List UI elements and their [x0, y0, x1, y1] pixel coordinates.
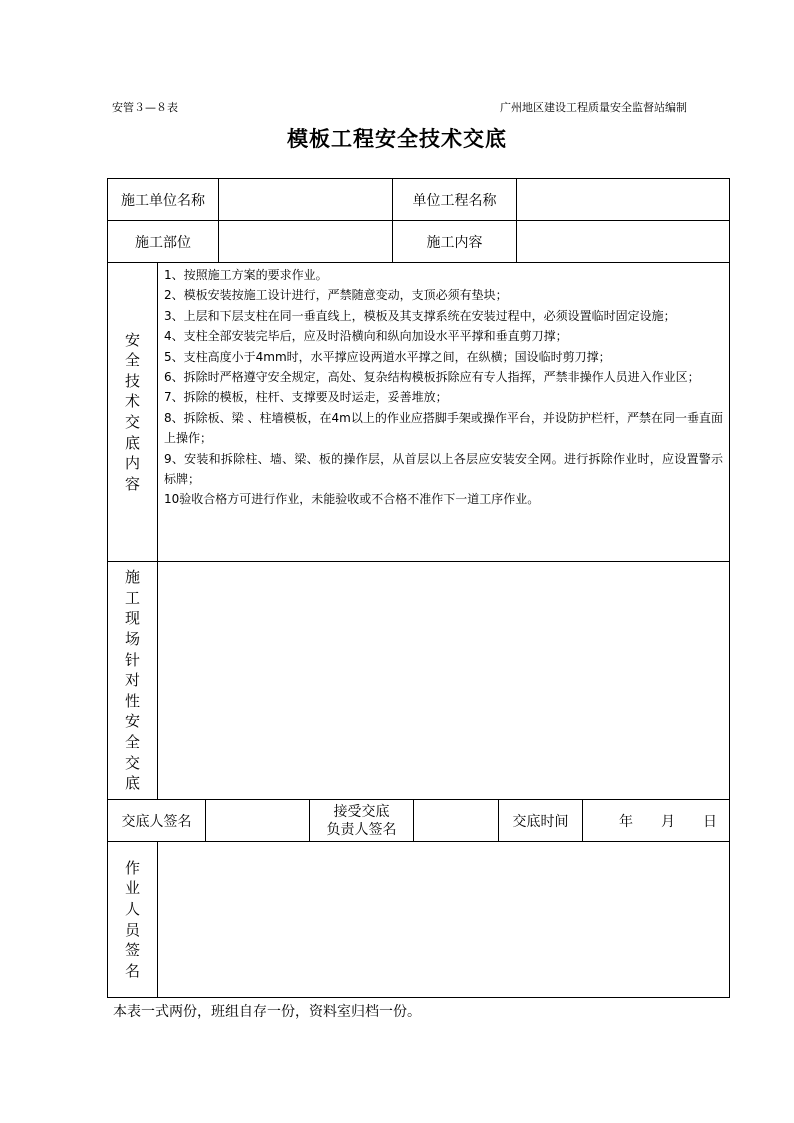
briefing-form — [107, 178, 730, 998]
issuer-label: 广州地区建设工程质量安全监督站编制 — [500, 101, 687, 114]
project-name-field[interactable] — [517, 179, 729, 220]
briefer-label: 交底人签名 — [108, 800, 206, 841]
site-briefing-label-text: 施工现场针对性安全交底 — [124, 568, 140, 793]
part-label: 施工部位 — [108, 221, 219, 262]
date-field[interactable] — [583, 800, 729, 841]
content-field[interactable] — [517, 221, 729, 262]
safety-item: 5、支柱高度小于4mm时，水平撑应设两道水平撑之间，在纵横；国设临时剪刀撑； — [164, 349, 611, 364]
unit-name-label: 施工单位名称 — [108, 179, 219, 220]
row-signatures — [108, 800, 729, 842]
briefer-signature-field[interactable] — [206, 800, 310, 841]
unit-name-field[interactable] — [219, 179, 393, 220]
safety-item: 3、上层和下层支柱在同一垂直线上，模板及其支撑系统在安装过程中，必须设置临时固定设施； — [164, 308, 676, 323]
content-label: 施工内容 — [393, 221, 517, 262]
safety-item: 10验收合格方可进行作业，未能验收或不合格不准作下一道工序作业。 — [164, 492, 540, 507]
page-title: 模板工程安全技术交底 — [287, 126, 507, 151]
safety-content-label — [108, 263, 158, 561]
row-worker-signatures — [108, 842, 729, 997]
site-briefing-label — [108, 562, 158, 799]
safety-content-list — [158, 263, 729, 561]
safety-content-label-text: 安全技术交底内容 — [124, 330, 140, 493]
day-label: 日 — [703, 813, 717, 830]
worker-signature-label — [108, 842, 158, 997]
safety-item: 8、拆除板、梁 、柱墙模板，在4m以上的作业应搭脚手架或操作平台，并设防护栏杆，严禁在同一垂直面上操作； — [164, 410, 723, 446]
safety-item: 1、按照施工方案的要求作业。 — [164, 268, 328, 282]
site-briefing-field[interactable] — [158, 562, 729, 799]
row-safety-content — [108, 263, 729, 562]
worker-signature-label-text: 作业人员签名 — [124, 858, 140, 980]
footer-note: 本表一式两份，班组自存一份，资料室归档一份。 — [113, 1004, 421, 1020]
row-site-briefing — [108, 562, 729, 800]
row-unit-project — [108, 179, 729, 221]
part-field[interactable] — [219, 221, 393, 262]
safety-item: 4、支柱全部安装完毕后，应及时沿横向和纵向加设水平平撑和垂直剪刀撑； — [164, 329, 568, 344]
receiver-signature-field[interactable] — [414, 800, 499, 841]
row-part-content — [108, 221, 729, 263]
time-label: 交底时间 — [499, 800, 583, 841]
worker-signature-field[interactable] — [158, 842, 729, 997]
safety-item: 7、拆除的模板，柱杆、支撑要及时运走，妥善堆放； — [164, 390, 448, 405]
safety-item: 9、安装和拆除柱、墙、梁、板的操作层，从首层以上各层应安装安全网。进行拆除作业时，应设置警示标牌； — [164, 451, 723, 487]
month-label: 月 — [661, 813, 675, 830]
project-name-label: 单位工程名称 — [393, 179, 517, 220]
year-label: 年 — [619, 813, 633, 830]
form-code: 安管３—８表 — [112, 101, 178, 114]
receiver-label — [310, 800, 414, 841]
receiver-label-line2: 负责人签名 — [326, 821, 397, 838]
safety-item: 6、拆除时严格遵守安全规定，高处、复杂结构模板拆除应有专人指挥，严禁非操作人员进入作业区； — [164, 370, 700, 385]
receiver-label-line1: 接受交底 — [333, 803, 390, 820]
safety-item: 2、模板安装按施工设计进行，严禁随意变动，支顶必须有垫块； — [164, 288, 508, 303]
